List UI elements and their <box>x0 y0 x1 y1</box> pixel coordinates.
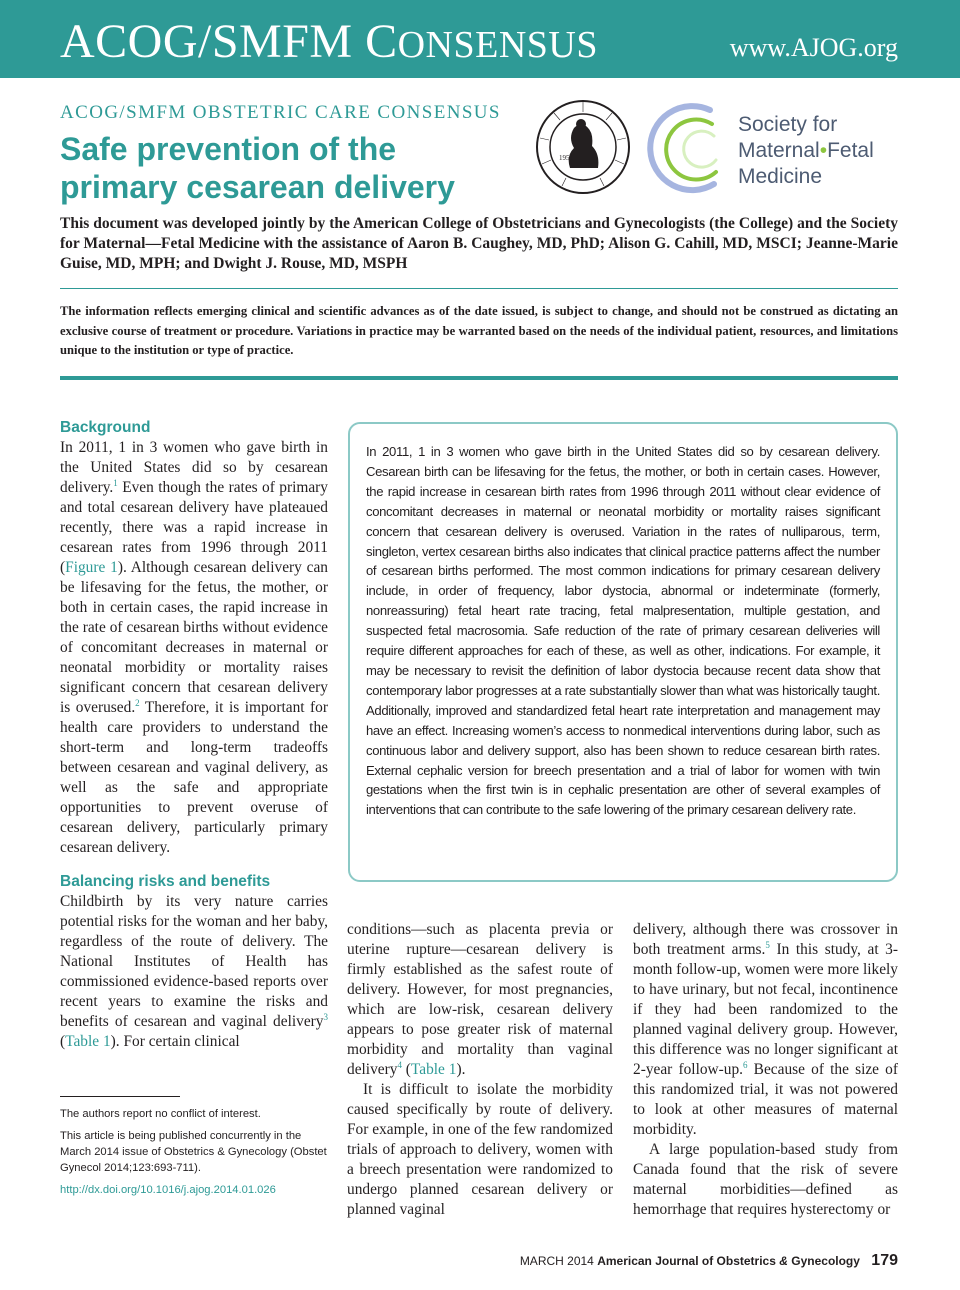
body-paragraph: A large population-based study from Canada found that the risk of severe maternal morbidities—defined as hemorrhage that requires hysterectomy or <box>633 1141 898 1218</box>
page-footer <box>520 1252 898 1270</box>
conflict-statement: The authors report no conflict of interest. <box>60 1108 261 1120</box>
section-heading-balancing: Balancing risks and benefits <box>60 873 271 890</box>
header-banner <box>0 0 960 78</box>
smfm-wordmark: Society for Maternal•Fetal Medicine <box>738 113 874 188</box>
footnote-divider <box>60 1096 180 1097</box>
background-paragraph: In 2011, 1 in 3 women who gave birth in the United States did so by cesarean delivery.$^1$ Even though the rates of primary and total cesarean delivery have plateaued recently, there was a rapid increase in cesarean rates from 1996 through 2011 (Figure 1). Although cesarean delivery can be lifesaving for the fetus, the mother, or both in certain cases, the rapid increase in the rate of cesarean births without evidence of concomitant decreases in maternal or neonatal morbidity or mortality raises significant concern that cesarean delivery is overused.$^2$ Therefore, it is important for health care providers to understand the short-term and long-term tradeoffs between cesarean and vaginal delivery, as well as the safe and appropriate opportunities to prevent overuse of cesarean delivery, particularly primary cesarean delivery. <box>60 439 328 856</box>
divider <box>60 376 898 380</box>
divider <box>60 288 898 289</box>
abstract-text: In 2011, 1 in 3 women who gave birth in the United States did so by cesarean delivery. Cesarean birth can be lifesaving for the fetus, the mother, or both in certain cases. However, the rapid increase in cesarean birth rates from 1996 through 2011 without clear evidence of concomitant decreases in maternal or neonatal morbidity or mortality raises significant concern that cesarean delivery is overused. Variation in the rates of nulliparous, term, singleton, vertex cesarean births also indicates that clinical practice patterns affect the number of cesarean births performed. The most common indications for primary cesarean delivery include, in order of frequency, labor dystocia, abnormal or indeterminate (formerly, nonreassuring) fetal heart rate tracing, fetal malpresentation, multiple gestation, and suspected fetal macrosomia. Safe reduction of the rate of primary cesarean deliveries will require different approaches for each of these, as well as other, indications. For example, it may be necessary to revisit the definition of labor dystocia because recent data show that contemporary labor progresses at a rate substantially slower than what was historically taught. Additionally, improved and standardized fetal heart rate interpretation and management may have an effect. Increasing women’s access to nonmedical interventions during labor, such as continuous labor and delivery support, also has been shown to reduce cesarean birth rates. External cephalic version for breech presentation and a trial of labor for women with twin gestations when the first twin is in cephalic presentation are other of several examples of interventions that can contribute to the safe lowering of the primary cesarean delivery rate. <box>366 444 880 818</box>
column-middle <box>347 920 613 1220</box>
seal-year: 1951 <box>559 154 573 162</box>
abstract-box <box>348 422 898 882</box>
section-heading-background: Background <box>60 419 151 436</box>
figure-link[interactable]: Figure 1 <box>65 559 118 576</box>
reference-link[interactable]: 5 <box>765 939 770 950</box>
page-number: 179 <box>871 1252 898 1269</box>
footnotes <box>60 1106 328 1204</box>
concurrent-publication-note: This article is being published concurrently in the March 2014 issue of Obstetrics & Gynecology (Obstet Gynecol 2014;123:693-711). <box>60 1130 327 1174</box>
body-paragraph: delivery, although there was crossover in both treatment arms.$^5$ In this study, at 3-month follow-up, women were more likely to have urinary, but not fecal, incontinence if they had been randomized to the planned vaginal delivery group. However, this difference was no longer significant at 2-year follow-up.$^6$ Because of the size of this randomized trial, it was not powered to look at other measures of maternal morbidity. <box>633 921 898 1138</box>
body-paragraph: It is difficult to isolate the morbidity caused specifically by route of delivery. For example, in one of the few randomized trials of approach to delivery, women with a breech presentation were randomized to undergo planned cesarean delivery or planned vaginal <box>347 1081 613 1218</box>
column-left <box>60 418 328 1052</box>
author-statement: This document was developed jointly by the American College of Obstetricians and Gynecologists (the College) and the Society for Maternal—Fetal Medicine with the assistance of Aaron B. Caughey, MD, PhD; Alison G. Cahill, MD, MSCI; Jeanne-Marie Guise, MD, MPH; and Dwight J. Rouse, MD, MSPH <box>60 215 898 272</box>
reference-link[interactable]: 1 <box>113 477 118 488</box>
acog-seal-logo <box>534 98 632 196</box>
reference-link[interactable]: 3 <box>323 1011 328 1022</box>
doi-link[interactable]: http://dx.doi.org/10.1016/j.ajog.2014.01.026 <box>60 1184 276 1196</box>
table-link[interactable]: Table 1 <box>65 1033 111 1050</box>
balancing-paragraph: Childbirth by its very nature carries potential risks for the woman and her baby, regardless of the route of delivery. The National Institutes of Health has commissioned evidence-based reports over recent years to examine the risks and benefits of cesarean and vaginal delivery$^3$ (Table 1). For certain clinical <box>60 893 328 1050</box>
issue-date: MARCH 2014 <box>519 1254 594 1268</box>
disclaimer: The information reflects emerging clinical and scientific advances as of the date issued, is subject to change, and should not be construed as dictating an exclusive course of treatment or procedure. Variations in practice may be warranted based on the needs of the individual patient, resources, and limitations unique to the institution or type of practice. <box>60 304 898 357</box>
smfm-logo-mark <box>640 100 740 196</box>
section-banner-title: ACOG/SMFM CONSENSUS <box>60 15 598 68</box>
reference-link[interactable]: 4 <box>397 1059 402 1070</box>
article-kicker: ACOG/SMFM OBSTETRIC CARE CONSENSUS <box>60 102 501 123</box>
body-paragraph: conditions—such as placenta previa or uterine rupture—cesarean delivery is firmly established as the safest route of delivery. However, for most pregnancies, which are low-risk, cesarean delivery appears to pose greater risk of maternal morbidity and mortality than vaginal delivery$^4$ (Table 1). <box>347 921 613 1078</box>
column-right <box>633 920 898 1220</box>
table-link[interactable]: Table 1 <box>410 1061 457 1078</box>
reference-link[interactable]: 2 <box>135 697 140 708</box>
reference-link[interactable]: 6 <box>743 1059 748 1070</box>
article-title: Safe prevention of the primary cesarean delivery <box>60 131 455 205</box>
journal-url[interactable]: www.AJOG.org <box>729 33 898 62</box>
journal-name: American Journal of Obstetrics & Gynecology <box>597 1254 860 1268</box>
